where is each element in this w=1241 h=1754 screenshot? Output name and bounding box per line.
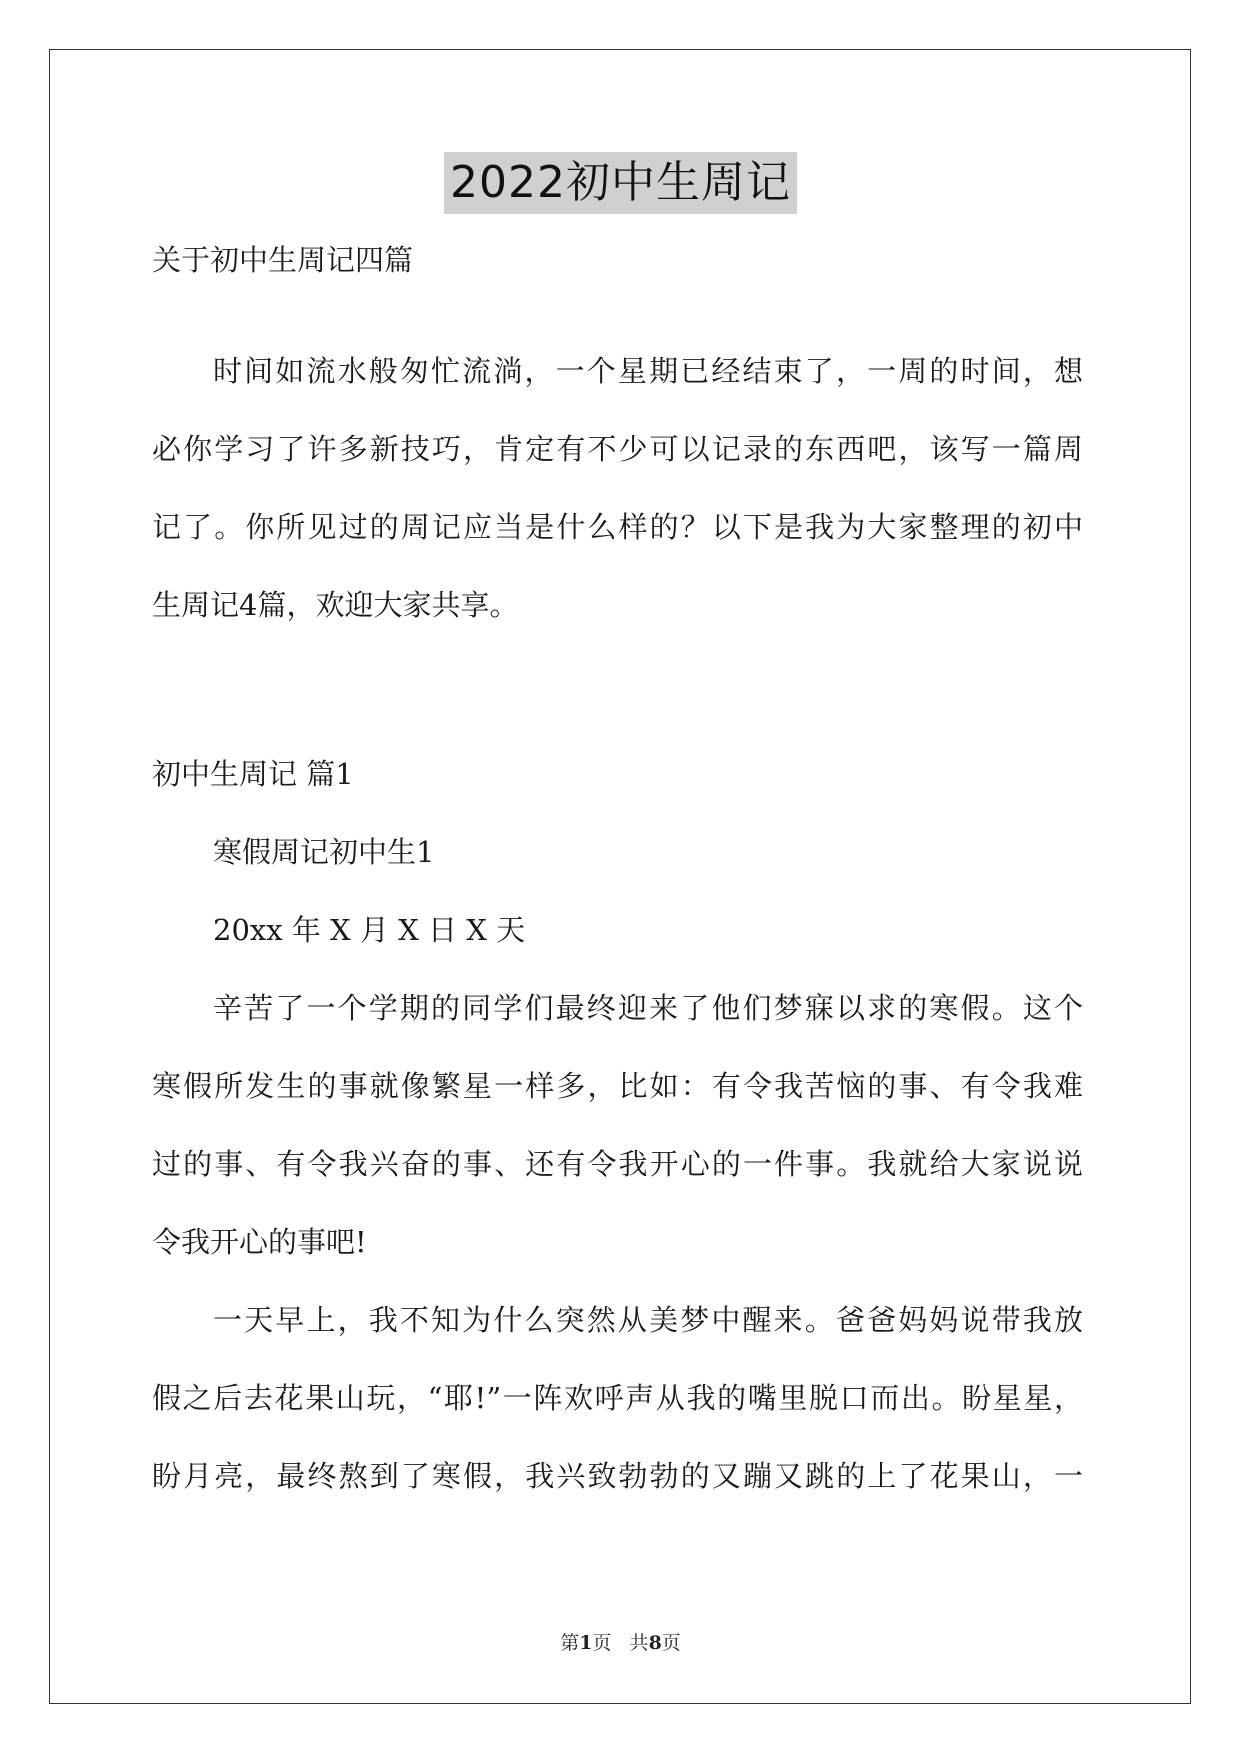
paragraph-line: 寒假所发生的事就像繁星一样多，比如：有令我苦恼的事、有令我难	[152, 1069, 1083, 1103]
footer-page-suffix: 页	[661, 1632, 681, 1654]
paragraph-line: 一天早上，我不知为什么突然从美梦中醒来。爸爸妈妈说带我放	[213, 1303, 1083, 1337]
paragraph-line: 生周记4篇，欢迎大家共享。	[152, 588, 519, 622]
footer-page-prefix: 第	[560, 1632, 580, 1654]
paragraph-line: 令我开心的事吧!	[152, 1225, 367, 1259]
footer-page-total: 8	[648, 1632, 662, 1654]
footer-page-mid: 页 共	[592, 1632, 649, 1654]
section-heading: 初中生周记 篇1	[152, 757, 354, 791]
paragraph-line: 必你学习了许多新技巧，肯定有不少可以记录的东西吧，该写一篇周	[152, 432, 1083, 466]
page-footer	[0, 1630, 1241, 1656]
paragraph-line: 盼月亮，最终熬到了寒假，我兴致勃勃的又蹦又跳的上了花果山，一	[152, 1459, 1083, 1493]
subtitle: 关于初中生周记四篇	[152, 243, 414, 277]
entry-title: 寒假周记初中生1	[213, 835, 435, 869]
footer-page-current: 1	[579, 1632, 593, 1654]
paragraph-line: 辛苦了一个学期的同学们最终迎来了他们梦寐以求的寒假。这个	[213, 991, 1083, 1025]
document-title-wrap	[0, 152, 1241, 214]
paragraph-line: 时间如流水般匆忙流淌，一个星期已经结束了，一周的时间，想	[213, 354, 1083, 388]
paragraph-line: 过的事、有令我兴奋的事、还有令我开心的一件事。我就给大家说说	[152, 1147, 1083, 1181]
paragraph-line: 记了。你所见过的周记应当是什么样的？以下是我为大家整理的初中	[152, 510, 1083, 544]
document-title: 2022初中生周记	[444, 152, 797, 214]
entry-date: 20xx 年 X 月 X 日 X 天	[213, 913, 526, 947]
paragraph-line: 假之后去花果山玩，“耶!”一阵欢呼声从我的嘴里脱口而出。盼星星，	[152, 1381, 1083, 1415]
